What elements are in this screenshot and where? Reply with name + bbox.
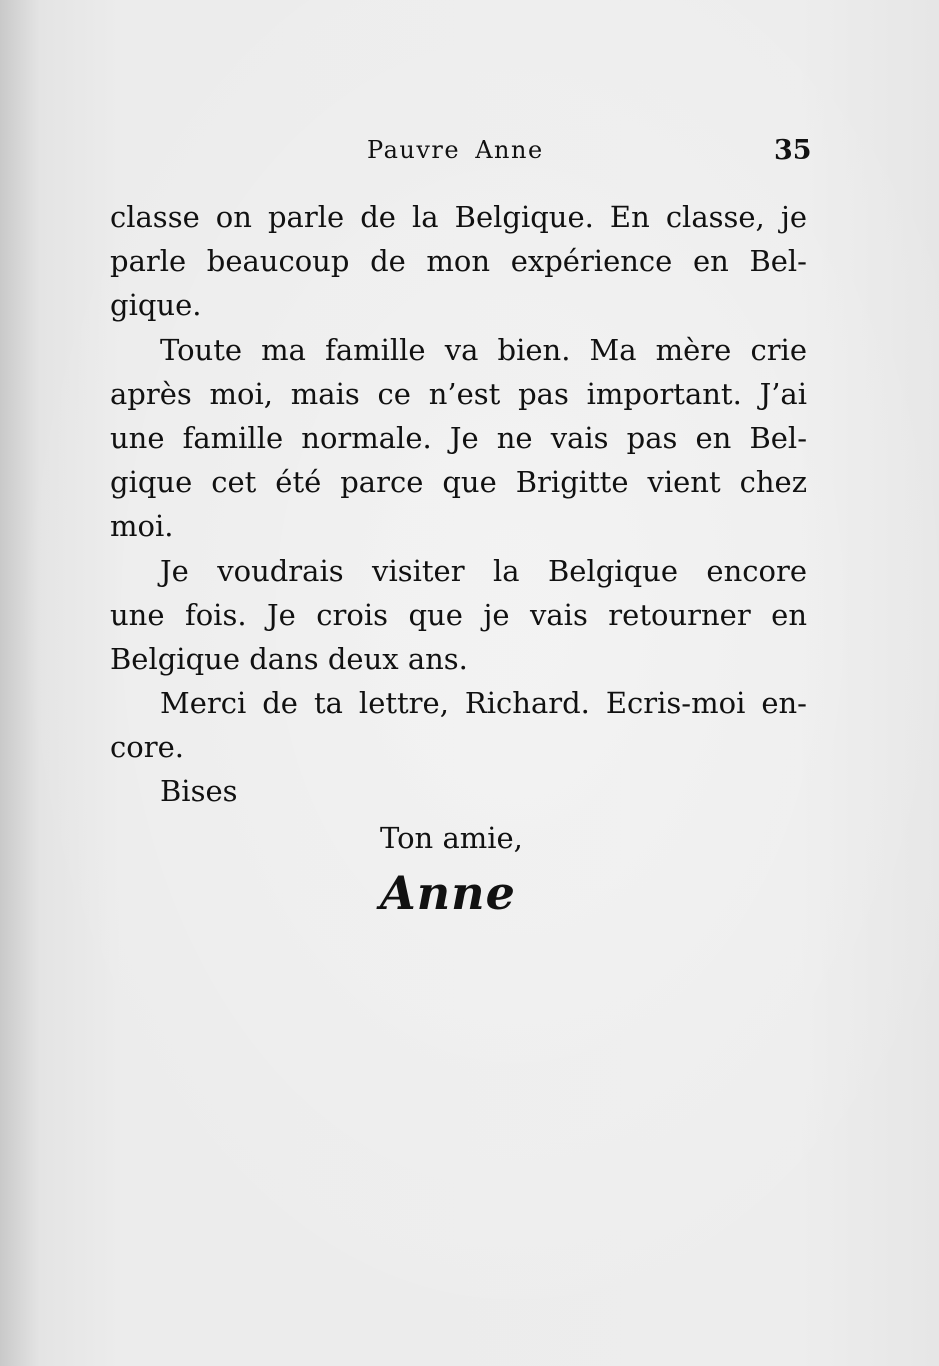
text-line: gique. [110, 288, 202, 322]
text-line: core. [110, 730, 184, 764]
page-number: 35 [774, 135, 812, 166]
signature: Anne [380, 866, 516, 920]
text-line: une famille normale. Je ne vais pas en Bel- [110, 421, 807, 455]
text-line: classe on parle de la Belgique. En classe, je [110, 200, 807, 234]
sign-off: Bises [160, 774, 238, 808]
closing-salutation: Ton amie, [380, 821, 523, 855]
text-line: gique cet été parce que Brigitte vient chez [110, 465, 807, 499]
text-line: parle beaucoup de mon expérience en Bel- [110, 244, 807, 278]
text-line: une fois. Je crois que je vais retourner en [110, 598, 807, 632]
text-line: Belgique dans deux ans. [110, 642, 468, 676]
running-head: Pauvre Anne [367, 136, 544, 164]
paragraph-first-line: Toute ma famille va bien. Ma mère crie [160, 333, 807, 367]
text-line: après moi, mais ce n’est pas important. J’ai [110, 377, 807, 411]
paragraph-first-line: Je voudrais visiter la Belgique encore [160, 554, 807, 588]
paragraph-first-line: Merci de ta lettre, Richard. Ecris-moi en- [160, 686, 807, 720]
text-line: moi. [110, 509, 174, 543]
